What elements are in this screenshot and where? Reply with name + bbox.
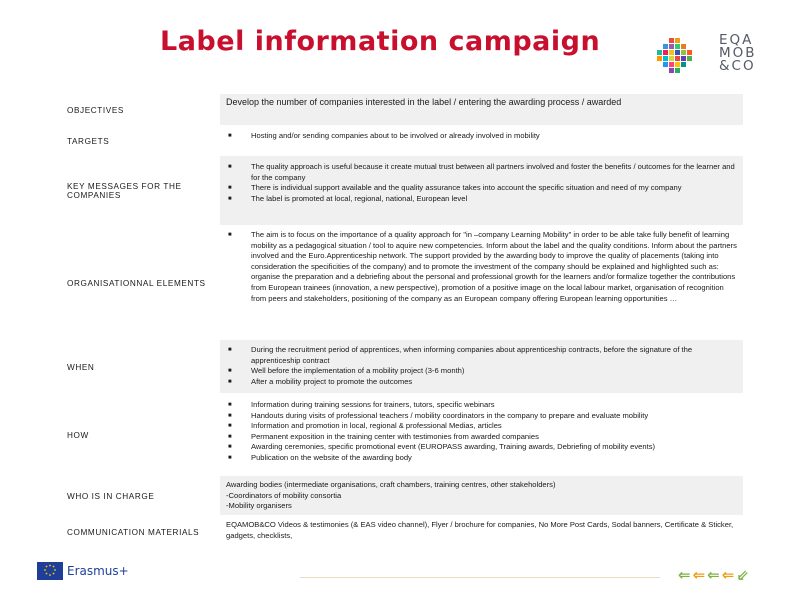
campaign-table [67, 94, 743, 548]
row-content: EQAMOB&CO Videos & testimonies (& EAS video channel), Flyer / brochure for companies, No More Post Cards, Sodal banners, Certificate & Sticker, gadgets, checklists, [220, 516, 743, 548]
bullet-icon: ■ [228, 378, 232, 385]
row-label: TARGETS [67, 136, 110, 146]
row-content [220, 340, 743, 394]
footer-arrows [678, 567, 778, 583]
bullet-icon: ■ [228, 433, 232, 440]
bullet-item: ■ The aim is to focus on the importance of a quality approach for "in –company Learning Mobility" in order to be able take fully benefit of learning mobility as a pedagogical situation / tool to aquire new competencies. Inform about the label and the quality conditions. Inform about the partners involved and the Euro.Apprenticeship network. The support provided by the awarding body to improve the quality of placements (taking into consideration the specificities of the company) and to promote the investment of the company should be explained and highlighted such as: organise the preparation and a debriefing about the personal and professional growth for the learners and/or formalize together the contributions from European trainees (innovation, a new perspective), promotion of a positive image on the local labour market, organisation of recognition from peers and stakeholders, positioning of the company as an European company offering European learning opportunities … [228, 230, 737, 303]
erasmus-plus-label: Erasmus+ [67, 564, 129, 578]
bullet-item: ■ Well before the implementation of a mobility project (3-6 month) [228, 366, 465, 376]
row-label: KEY MESSAGES FOR THE COMPANIES [67, 182, 182, 200]
bullet-icon: ■ [228, 402, 232, 408]
text-line: Awarding bodies (intermediate organisations, craft chambers, training centres, other stakeholders) [226, 480, 556, 489]
bullet-item: ■ After a mobility project to promote the outcomes [228, 376, 413, 386]
page-title: Label information campaign [160, 26, 601, 57]
bullet-icon: ■ [228, 195, 232, 202]
row-communication-materials [67, 516, 743, 548]
row-label: OBJECTIVES [67, 105, 124, 115]
bullet-icon: ■ [228, 368, 232, 375]
row-label: COMMUNICATION MATERIALS [67, 527, 200, 537]
bullet-icon: ■ [228, 412, 232, 419]
row-content [220, 476, 743, 516]
row-label: ORGANISATIONNAL ELEMENTS [67, 278, 206, 288]
bullet-item: ■ Information and promotion in local, regional & professional Medias, articles [228, 421, 502, 431]
bullet-icon: ■ [228, 232, 232, 238]
eqamob-logo [655, 34, 765, 82]
erasmus-plus-logo [37, 562, 129, 582]
bullet-icon: ■ [228, 347, 232, 353]
row-who-is-in-charge [67, 476, 743, 516]
row-label: WHO IS IN CHARGE [67, 491, 155, 501]
row-label: WHEN [67, 362, 95, 372]
logo-line-1: EQA [719, 32, 754, 48]
footer-divider [300, 577, 660, 578]
bullet-item: ■ Permanent exposition in the training center with testimonies from awarded companies [228, 431, 539, 441]
bullet-item: ■ During the recruitment period of apprentices, when informing companies about apprenticeship contracts, before the signature of the apprenticeship contract [228, 345, 693, 365]
arrow-left-icon: ⇐ [707, 566, 720, 584]
arrow-left-icon: ⇐ [721, 566, 735, 584]
bullet-item: ■ Awarding ceremonies, specific promotional event (EUROPASS awarding, Training awards, Debriefing of mobility events) [228, 442, 656, 452]
bullet-icon: ■ [228, 164, 232, 170]
arrow-left-icon: ⇐ [678, 566, 691, 584]
row-organisational-elements [67, 226, 743, 340]
bullet-icon: ■ [228, 133, 232, 139]
row-objectives [67, 94, 743, 126]
row-targets [67, 126, 743, 156]
bullet-item: ■ Publication on the website of the awarding body [228, 452, 412, 462]
bullet-item: ■ There is individual support available and the quality assurance takes into account the specific situation and need of my company [228, 183, 682, 193]
bullet-item: ■ The quality approach is useful because it create mutual trust between all partners involved and foster the benefits / outcomes for the learner and for the company [228, 162, 735, 182]
bullet-item: ■ The label is promoted at local, regional, national, European level [228, 193, 468, 203]
bullet-icon: ■ [228, 444, 232, 451]
bullet-icon: ■ [228, 185, 232, 192]
row-how [67, 394, 743, 476]
row-label: HOW [67, 430, 89, 440]
bullet-item: ■ Handouts during visits of professional teachers / mobility coordinators in the company to prepare and evaluate mobility [228, 410, 649, 420]
mosaic-logo-icon [655, 38, 699, 78]
bullet-item: ■ Information during training sessions for trainers, tutors, specific webinars [228, 400, 495, 409]
row-content [220, 226, 743, 340]
row-key-messages [67, 156, 743, 226]
bullet-item: ■ Hosting and/or sending companies about to be involved or already involved in mobility [228, 131, 540, 140]
eu-flag-icon [37, 562, 63, 580]
bullet-icon: ■ [228, 423, 232, 430]
text-line: -Mobility organisers [226, 501, 292, 511]
bullet-icon: ■ [228, 454, 232, 461]
arrow-down-left-icon: ⇙ [736, 566, 749, 584]
row-content [220, 156, 743, 226]
arrow-left-icon: ⇐ [692, 566, 706, 584]
logo-line-2: MOB [719, 45, 757, 61]
row-content [220, 394, 743, 476]
logo-line-3: &CO [719, 58, 756, 74]
text-line: -Coordinators of mobility consortia [226, 490, 342, 500]
row-when [67, 340, 743, 394]
row-content [220, 126, 743, 156]
row-content: Develop the number of companies interested in the label / entering the awarding process / awarded [220, 94, 743, 126]
logo-wordmark [719, 34, 757, 73]
